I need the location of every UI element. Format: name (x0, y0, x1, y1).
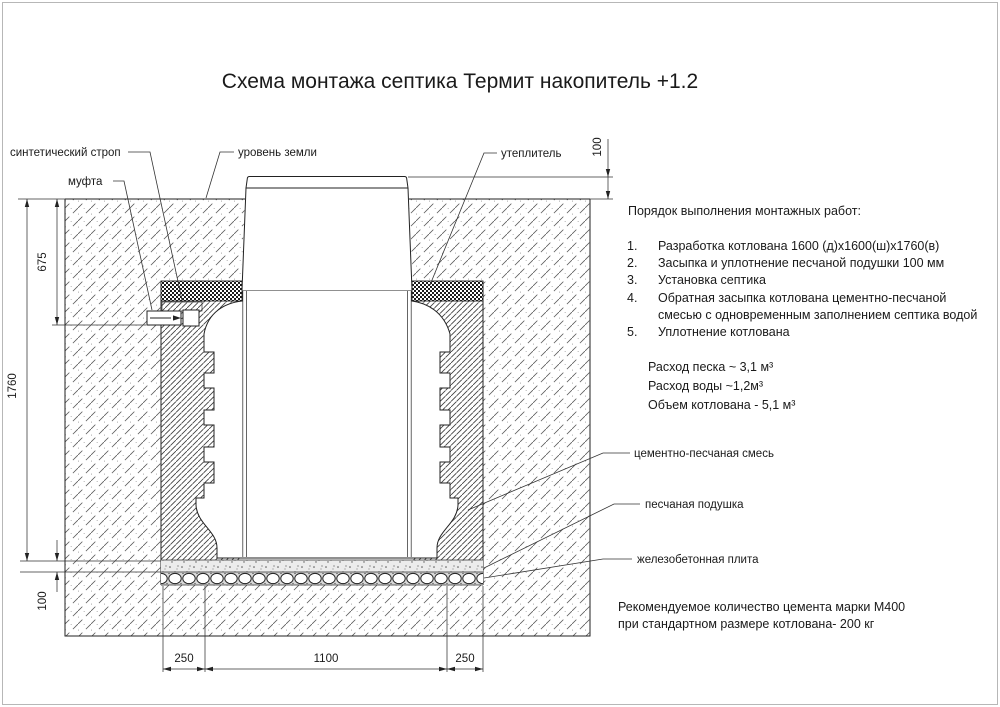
dim-text-250-right: 250 (455, 653, 475, 665)
procedure-item-text: Установка септика (658, 273, 766, 287)
dimension-sand-thickness (55, 540, 59, 592)
material-water: Расход воды ~1,2м³ (648, 379, 764, 393)
leader-ground-level (206, 152, 234, 198)
procedure-item-num: 2. (627, 256, 638, 270)
dim-text-250-left: 250 (174, 653, 194, 665)
dim-text-1760: 1760 (7, 373, 19, 399)
dimension-bottom-widths (163, 667, 483, 671)
procedure-item-num: 1. (627, 239, 638, 253)
procedure-item-text: Уплотнение котлована (658, 325, 790, 339)
dim-text-100-top: 100 (592, 137, 604, 157)
procedure-item-num: 4. (627, 291, 638, 305)
procedure-heading: Порядок выполнения монтажных работ: (628, 204, 861, 218)
dim-text-1100: 1100 (313, 653, 339, 665)
tank-lid (246, 177, 408, 189)
procedure-item-text: Разработка котлована 1600 (д)х1600(ш)х1760(в) (658, 239, 940, 253)
sand-cushion-band (161, 560, 483, 572)
procedure-item-text: Засыпка и уплотнение песчаной подушки 100 мм (658, 256, 945, 270)
label-sling: синтетический строп (10, 147, 121, 159)
cement-note-line2: при стандартном размере котлована- 200 кг (618, 617, 875, 631)
procedure-item-num: 5. (627, 325, 638, 339)
concrete-slab-band (161, 572, 483, 585)
dim-text-100-bottom: 100 (37, 591, 49, 611)
page-title: Схема монтажа септика Термит накопитель +1.2 (221, 70, 699, 93)
label-concrete-slab: железобетонная плита (637, 554, 759, 566)
label-ground-level: уровень земли (238, 147, 317, 159)
insulation-band-right (412, 281, 483, 301)
tank-neck (242, 188, 412, 290)
procedure-item-num: 3. (627, 273, 638, 287)
label-cement-mix: цементно-песчаная смесь (634, 448, 774, 460)
cement-note-line1: Рекомендуемое количество цемента марки М400 (618, 600, 906, 614)
insulation-band-left (161, 281, 242, 301)
label-coupling: муфта (68, 176, 103, 188)
label-sand-cushion: песчаная подушка (645, 499, 744, 511)
procedure-item-text: Обратная засыпка котлована цементно-песчаной (658, 291, 947, 305)
procedure-item-text: смесью с одновременным заполнением септика водой (658, 308, 978, 322)
inlet-coupling (147, 310, 199, 326)
material-pit-volume: Объем котлована - 5,1 м³ (648, 398, 796, 412)
septic-tank-body (196, 290, 458, 558)
material-sand: Расход песка ~ 3,1 м³ (648, 360, 774, 374)
dim-text-675: 675 (37, 252, 49, 272)
label-insulation: утеплитель (501, 148, 562, 160)
